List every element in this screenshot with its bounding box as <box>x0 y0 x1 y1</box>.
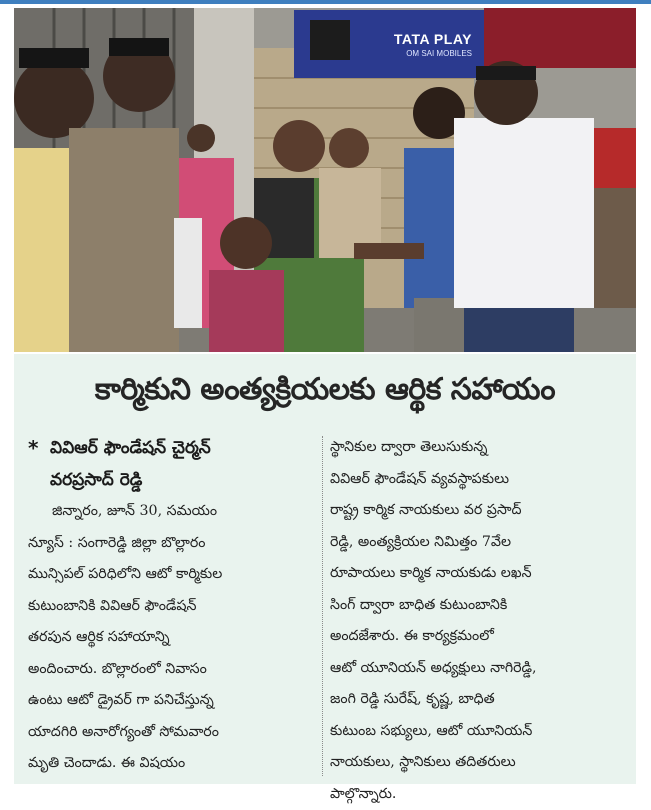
body-line: స్థానికుల ద్వారా తెలుసుకున్న <box>330 432 626 464</box>
body-line: కుటుంబానికి వివిఆర్ ఫౌండేషన్ <box>28 591 318 623</box>
body-line: తరపున ఆర్థిక సహాయాన్ని <box>28 622 318 654</box>
body-line: మృతి చెందాడు. ఈ విషయం <box>28 748 318 780</box>
news-article <box>14 354 636 784</box>
body-line: వివిఆర్ ఫౌండేషన్ వ్యవస్థాపకులు <box>330 464 626 496</box>
body-line: మున్సిపల్ పరిధిలోని ఆటో కార్మికుల <box>28 559 318 591</box>
article-column-right <box>330 432 626 810</box>
body-line: రూపాయలు కార్మిక నాయకుడు లఖన్ <box>330 558 626 590</box>
body-line: రాష్ట్ర కార్మిక నాయకులు వర ప్రసాద్ <box>330 495 626 527</box>
subheading-line-2: వరప్రసాద్ రెడ్డి <box>50 464 211 496</box>
article-body-right <box>330 432 626 810</box>
body-line: పాల్గొన్నారు. <box>330 779 626 810</box>
article-subheading <box>28 432 318 496</box>
body-line: అందజేశారు. ఈ కార్యక్రమంలో <box>330 621 626 653</box>
shop-sign-subtitle: OM SAI MOBILES <box>406 49 472 58</box>
article-column-left <box>28 432 318 780</box>
body-line: సింగ్ ద్వారా బాధిత కుటుంబానికి <box>330 590 626 622</box>
body-line: రెడ్డి, అంత్యక్రియల నిమిత్తం 7వేల <box>330 527 626 559</box>
body-line: న్యూస్ : సంగారెడ్డి జిల్లా బొల్లారం <box>28 528 318 560</box>
body-line: ఉంటు ఆటో డ్రైవర్ గా పనిచేస్తున్న <box>28 685 318 717</box>
column-divider <box>322 436 323 776</box>
body-line: జంగి రెడ్డి సురేష్, కృష్ణ, బాధిత <box>330 684 626 716</box>
body-line: జిన్నారం, జూన్ 30, సమయం <box>28 496 318 528</box>
article-headline: కార్మికుని అంత్యక్రియలకు ఆర్థిక సహాయం <box>14 360 636 426</box>
body-line: నాయకులు, స్థానికులు తదితరులు <box>330 747 626 779</box>
top-color-bar <box>0 0 651 4</box>
subheading-bullet: * <box>28 432 50 464</box>
body-line: అందించారు. బొల్లారంలో నివాసం <box>28 654 318 686</box>
news-photo <box>14 8 636 352</box>
subheading-line-1: వివిఆర్ ఫౌండేషన్ చైర్మన్ <box>50 432 211 464</box>
shop-sign <box>294 10 484 78</box>
article-body-left <box>28 496 318 780</box>
body-line: యాదగిరి అనారోగ్యంతో సోమవారం <box>28 717 318 749</box>
shop-sign-brand: TATA PLAY <box>394 31 472 47</box>
body-line: కుటుంబ సభ్యులు, ఆటో యూనియన్ <box>330 716 626 748</box>
body-line: ఆటో యూనియన్ అధ్యక్షులు నాగిరెడ్డి, <box>330 653 626 685</box>
